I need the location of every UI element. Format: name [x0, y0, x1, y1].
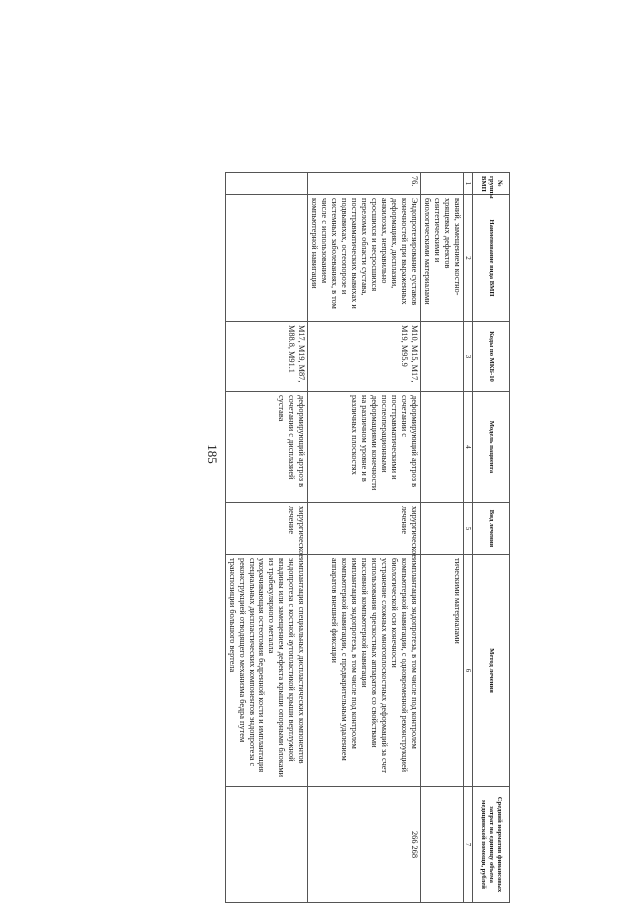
header-group: № группы ВМП [473, 173, 510, 195]
method-item: устранение сложных многоплоскостных деформаций за счет использования чрескостных аппаратов со свойствами пассивной компьютерной навигации [360, 558, 389, 774]
cell-treatment-type: хирургическое лечение [225, 503, 308, 555]
column-index: 7 [463, 787, 472, 903]
cell-group: 76. [308, 173, 420, 195]
cell-cost [420, 787, 463, 903]
header-method: Метод лечения [473, 555, 510, 787]
header-codes: Коды по МКБ-10 [473, 322, 510, 392]
header-name: Наименование вида ВМП [473, 195, 510, 322]
method-item: имплантация эндопротеза, в том числе под контролем компьютерной навигации, с предварительным удалением аппаратов внешней фиксации [330, 558, 360, 761]
column-index-row [463, 173, 472, 903]
cell-patient-model [420, 392, 463, 503]
table-row [225, 173, 308, 903]
header-treatment-type: Вид лечения [473, 503, 510, 555]
method-item: укорачивающая остеотомия бедренной кости и имплантация специальных диспластических компонентов эндопротеза с реконструкцией отводящего механизма бедра путем транспозиции большого вертела [227, 558, 267, 773]
cell-codes [420, 322, 463, 392]
vmp-table [225, 172, 510, 903]
table-row-continuation [420, 173, 463, 903]
cell-method [225, 555, 308, 787]
column-index: 6 [463, 555, 472, 787]
cell-cost: 266 268 [308, 787, 420, 903]
header-cost: Средний норматив финансовых затрат на единицу объема медицинской помощи, рублей [473, 787, 510, 903]
method-item: имплантация специальных диспластических компонентов эндопротеза с костной аутопластикой крыши вертлужной впадины или замещением дефекта крыши опорными блоками из трабекулярного металла [267, 558, 307, 778]
page-number: 185 [205, 444, 220, 464]
cell-patient-model: деформирующий артроз в сочетании с посттравматическими и послеоперационными деформациями конечности на различном уровне и в различных плоскостях [308, 392, 420, 503]
table-row [308, 173, 420, 903]
cell-codes: M10, M15, M17, M19, M95.9 [308, 322, 420, 392]
cell-name: ваний, замещением костно-хрящевых дефектов синтетическими и биологическими материалами [420, 195, 463, 322]
cell-codes: M17, M19, M87, M88.8, M91.1 [225, 322, 308, 392]
cell-treatment-type [420, 503, 463, 555]
cell-treatment-type: хирургическое лечение [308, 503, 420, 555]
rotated-page-content [145, 172, 510, 902]
cell-name [225, 195, 308, 322]
cell-method: тическими материалами [420, 555, 463, 787]
cell-name: Эндопротезирование суставов конечностей при выраженных деформациях, дисплазии, анкилозах, неправильно сросшихся и несросшихся переломах области сустава, посттравматических вывихах и подвывихах, остеопорозе и системных заболеваниях, в том числе с использованием компьютерной навигации [308, 195, 420, 322]
cell-cost [225, 787, 308, 903]
header-patient-model: Модель пациента [473, 392, 510, 503]
cell-group [420, 173, 463, 195]
column-index: 3 [463, 322, 472, 392]
cell-method [308, 555, 420, 787]
table-header-row [473, 173, 510, 903]
cell-patient-model: деформирующий артроз в сочетании с дисплазией сустава [225, 392, 308, 503]
column-index: 5 [463, 503, 472, 555]
cell-group [225, 173, 308, 195]
column-index: 4 [463, 392, 472, 503]
column-index: 1 [463, 173, 472, 195]
column-index: 2 [463, 195, 472, 322]
method-item: имплантация эндопротеза, в том числе под контролем компьютерной навигации, с одновременной реконструкцией биологической оси конечности [389, 558, 419, 773]
